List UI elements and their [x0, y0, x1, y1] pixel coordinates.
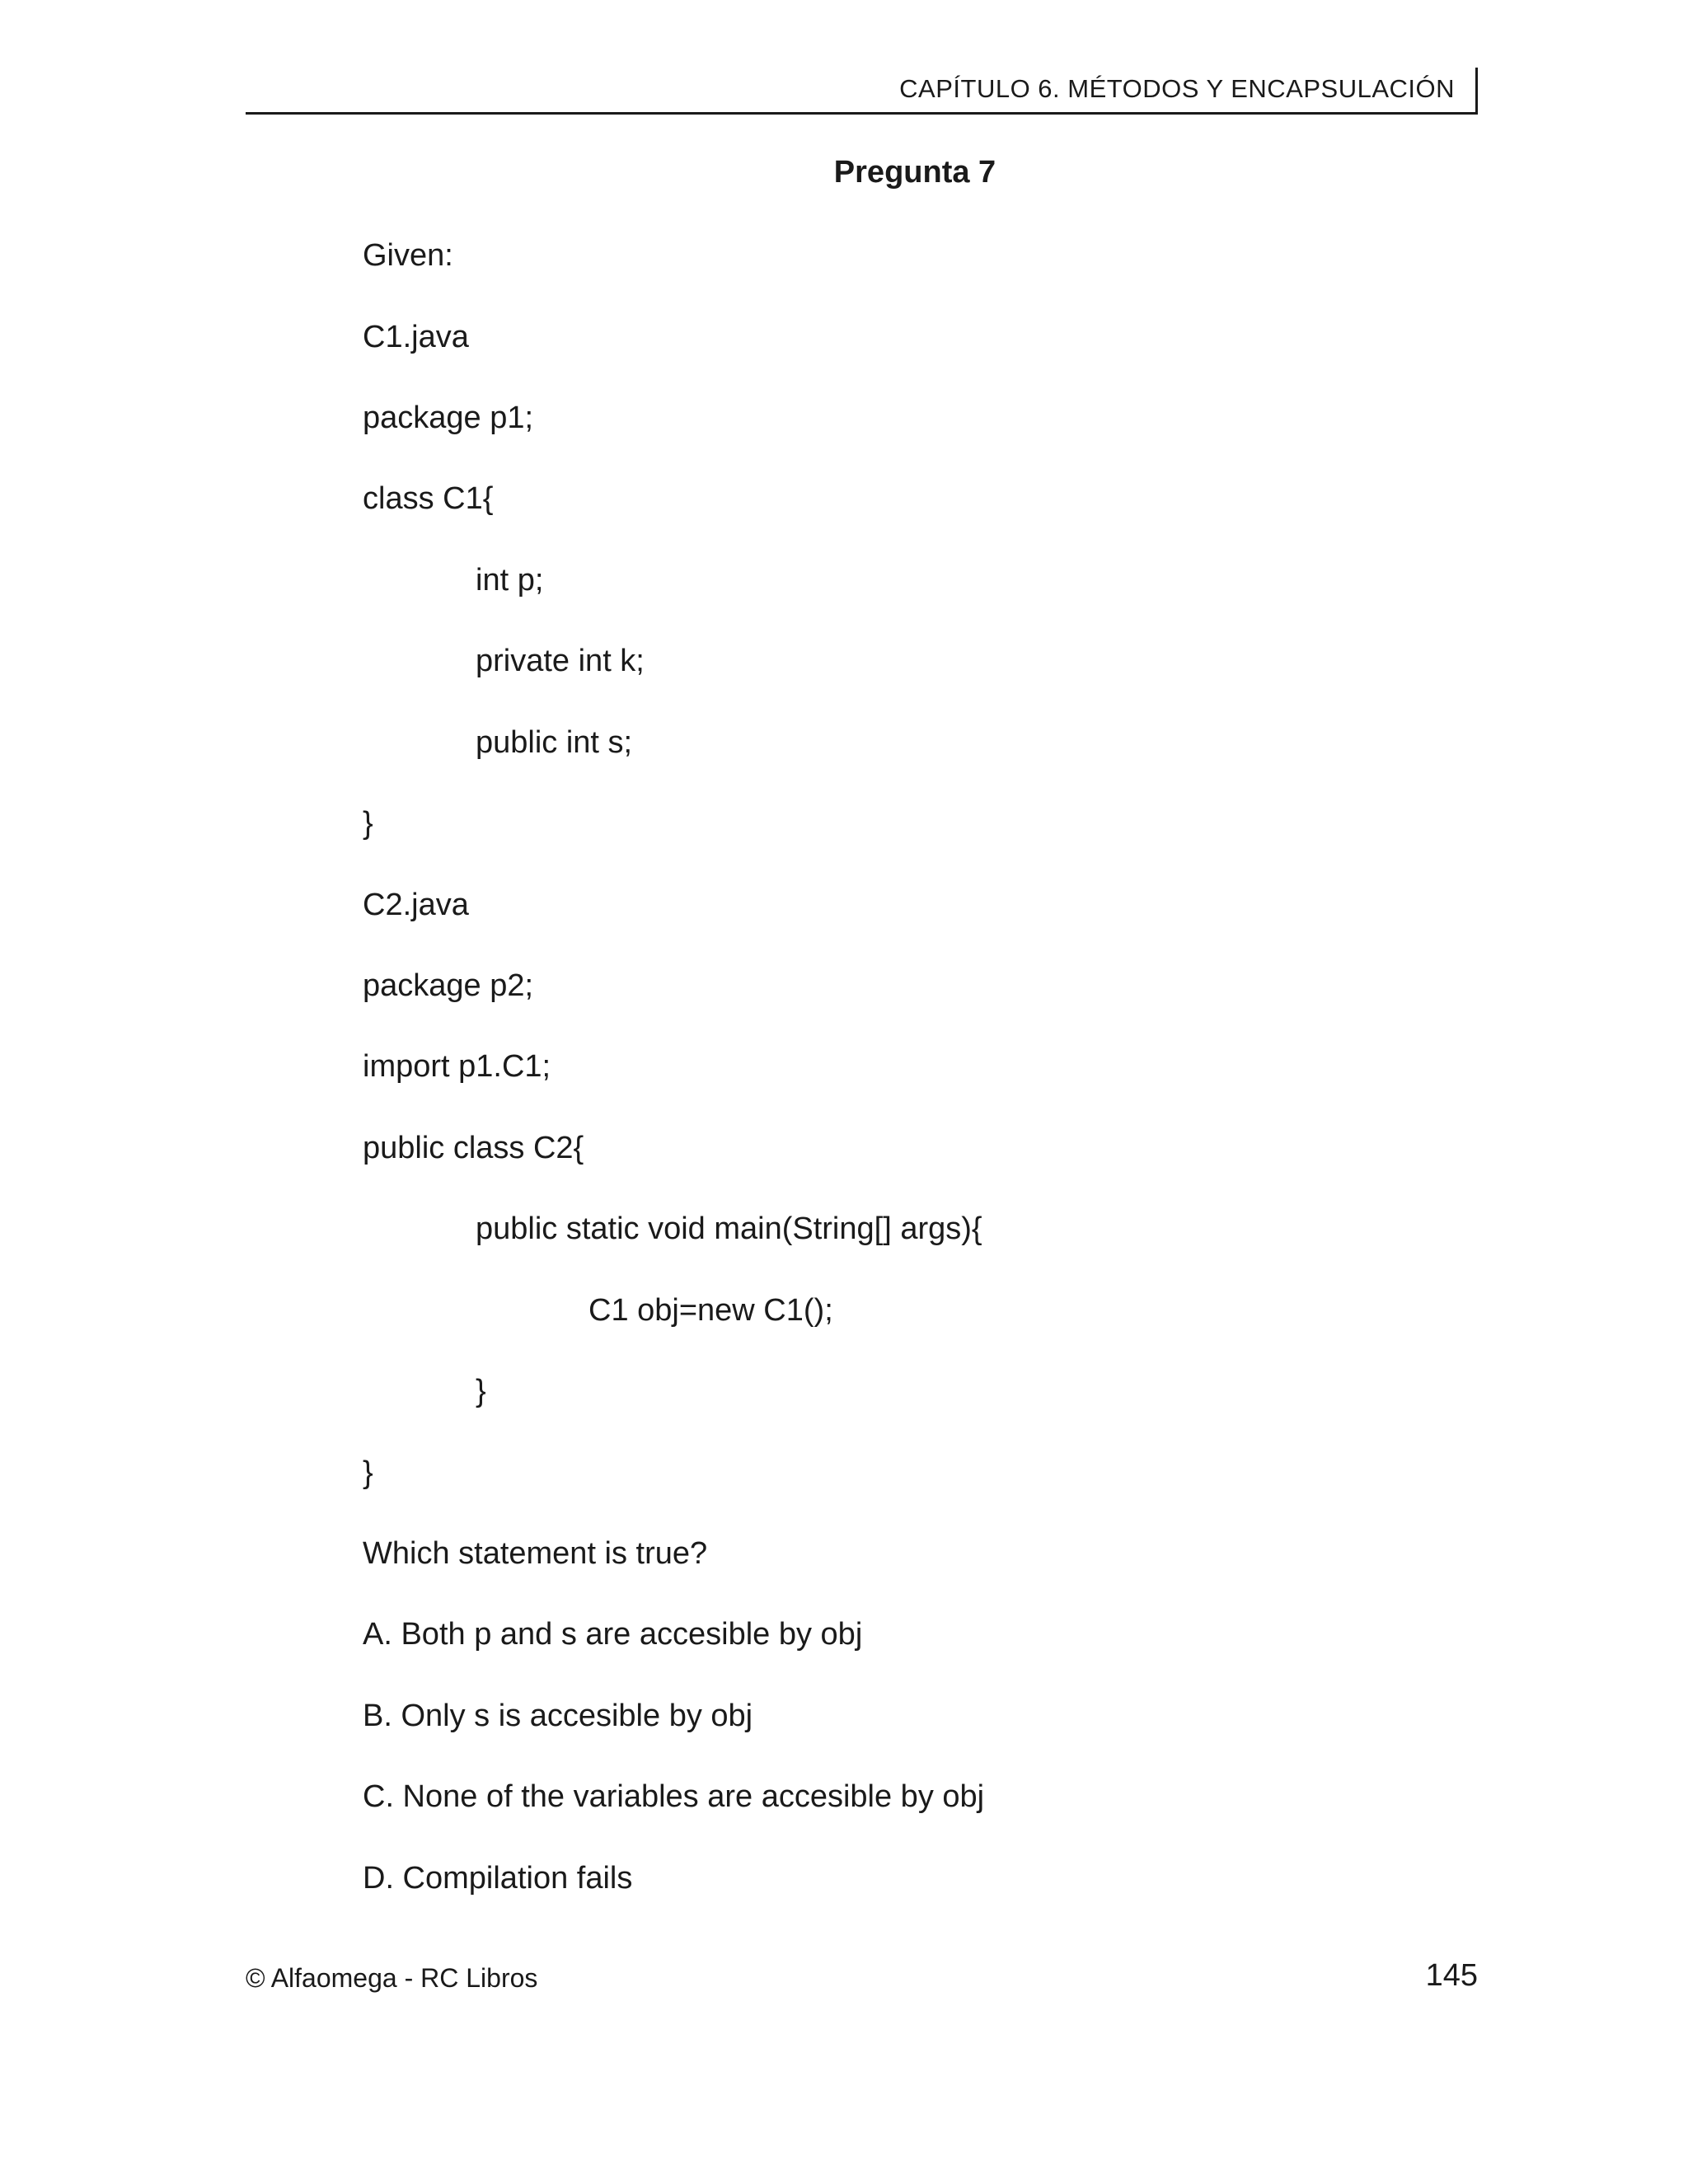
answer-option-b: B. Only s is accesible by obj	[363, 1699, 753, 1733]
code-line: C1 obj=new C1();	[588, 1293, 833, 1328]
code-line: class C1{	[363, 481, 494, 516]
code-line: public class C2{	[363, 1131, 584, 1165]
code-line: package p1;	[363, 401, 534, 435]
code-line: package p2;	[363, 968, 534, 1003]
answer-option-d: D. Compilation fails	[363, 1861, 633, 1896]
chapter-title: CAPÍTULO 6. MÉTODOS Y ENCAPSULACIÓN	[899, 74, 1455, 103]
code-line: int p;	[476, 563, 544, 598]
code-line: }	[363, 1455, 373, 1490]
given-label: Given:	[363, 238, 453, 273]
code-line: private int k;	[476, 644, 645, 678]
code-line: import p1.C1;	[363, 1049, 551, 1084]
file-name-c1: C1.java	[363, 320, 469, 354]
page-number: 145	[1425, 1958, 1478, 1993]
code-line: public int s;	[476, 725, 633, 760]
page-header	[246, 68, 1478, 115]
answer-option-a: A. Both p and s are accesible by obj	[363, 1617, 863, 1652]
file-name-c2: C2.java	[363, 888, 469, 922]
code-line: }	[363, 806, 373, 841]
answer-option-c: C. None of the variables are accesible by obj	[363, 1779, 985, 1814]
header-rule-tick	[1475, 68, 1478, 114]
footer-copyright: © Alfaomega - RC Libros	[246, 1963, 538, 1993]
question-prompt: Which statement is true?	[363, 1536, 708, 1571]
question-title: Pregunta 7	[833, 155, 996, 190]
code-line: }	[476, 1374, 486, 1408]
code-line: public static void main(String[] args){	[476, 1212, 982, 1246]
